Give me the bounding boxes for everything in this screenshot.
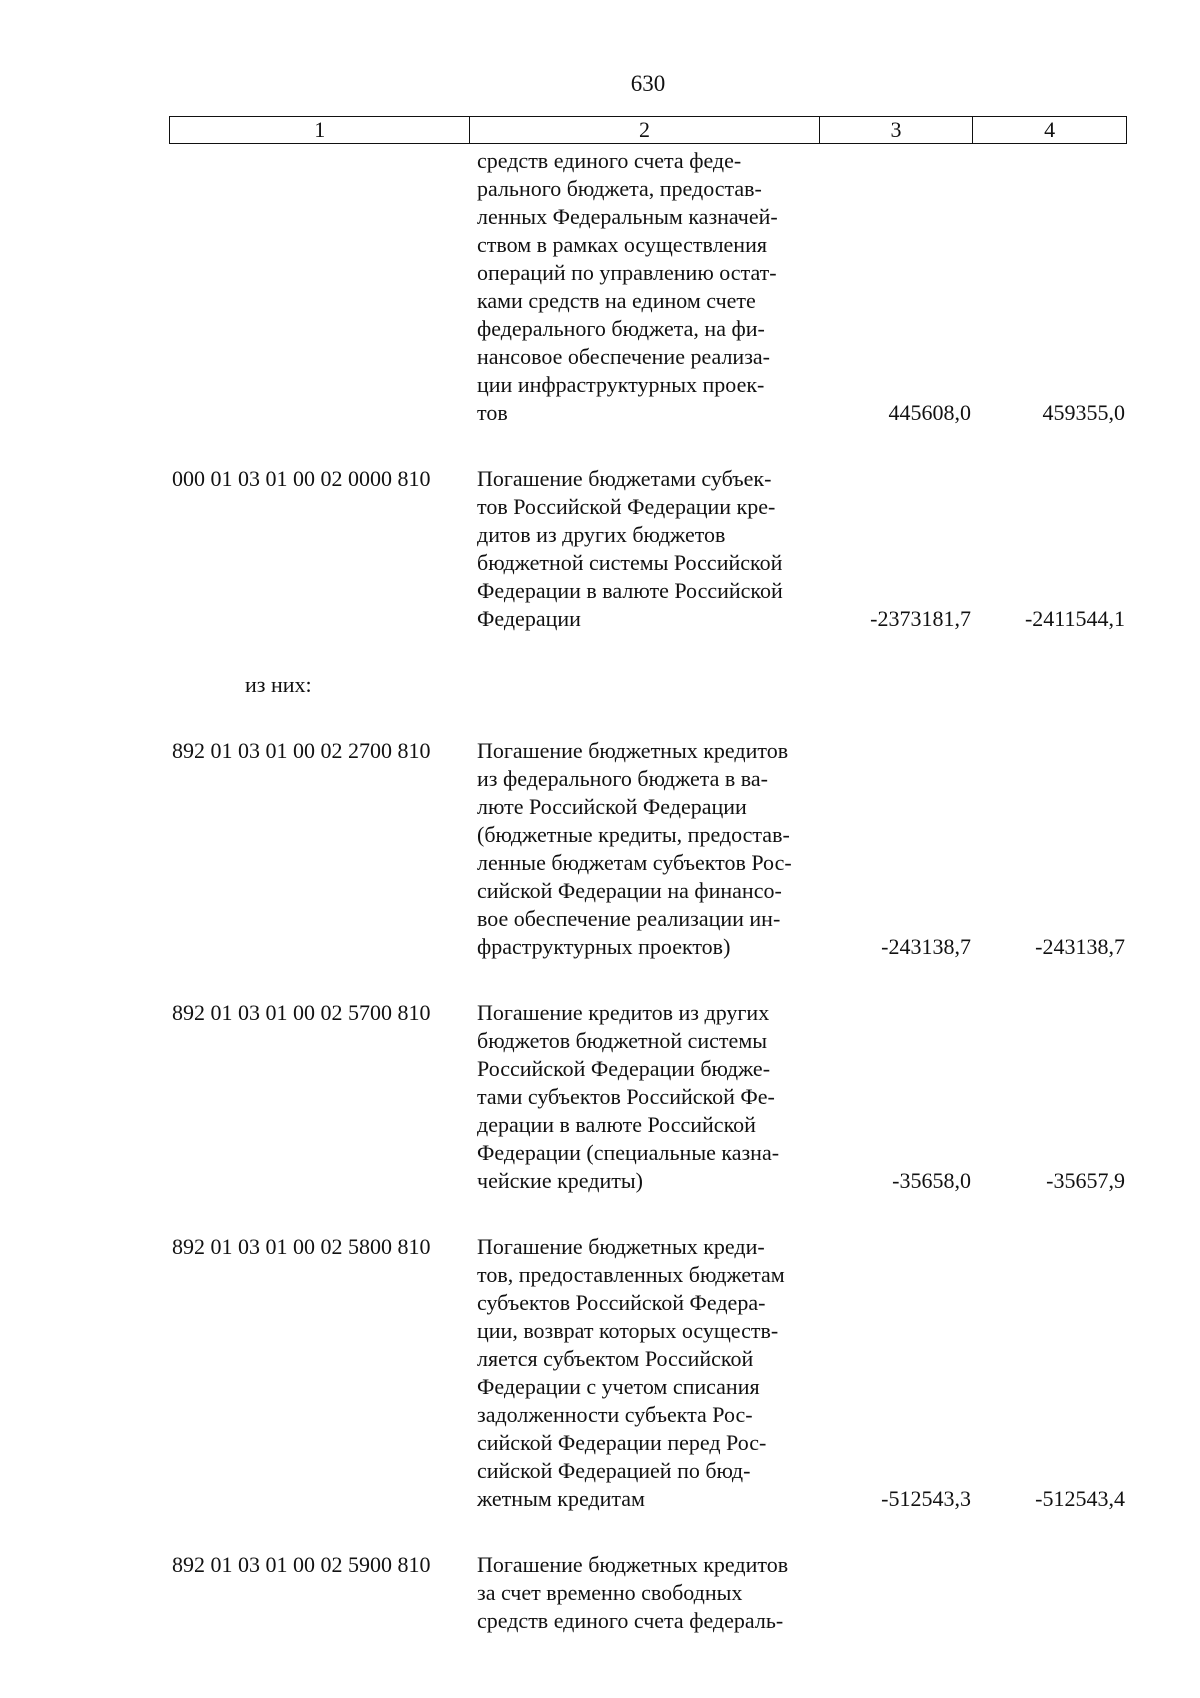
description-line: ции, возврат которых осуществ- (477, 1318, 779, 1343)
description-line: дерации в валюте Российской (477, 1112, 756, 1137)
description-line: Погашение бюджетных кредитов (477, 1552, 789, 1577)
row-description (470, 147, 820, 427)
description-line: Федерации с учетом списания (477, 1374, 760, 1399)
column-header-row (169, 116, 1127, 144)
table-row (169, 999, 1127, 1195)
description-line: рального бюджета, предостав- (477, 176, 762, 201)
description-line: тов Российской Федерации кре- (477, 494, 776, 519)
description-line: задолженности субъекта Рос- (477, 1402, 753, 1427)
sub-label: из них: (245, 672, 312, 697)
row-description (470, 1233, 820, 1513)
value-column-4: -512543,4 (1035, 1486, 1125, 1511)
column-header-3: 3 (820, 117, 974, 143)
description-line: вое обеспечение реализации ин- (477, 906, 781, 931)
row-spacer (169, 1195, 1127, 1233)
table-row (169, 737, 1127, 961)
description-line: ством в рамках осуществления (477, 232, 767, 257)
row-spacer (169, 633, 1127, 671)
description-line: Федерации в валюте Российской (477, 578, 783, 603)
value-column-3: -35658,0 (892, 1168, 971, 1193)
row-spacer (169, 699, 1127, 737)
description-line: за счет временно свободных (477, 1580, 743, 1605)
value-column-3: -2373181,7 (870, 606, 971, 631)
table-row (169, 147, 1127, 427)
page-number: 630 (630, 71, 666, 96)
table-row (169, 1233, 1127, 1513)
row-description (470, 999, 820, 1195)
table-row (169, 1551, 1127, 1635)
row-spacer (169, 427, 1127, 465)
description-line: ции инфраструктурных проек- (477, 372, 765, 397)
description-line: Федерации (477, 606, 581, 631)
description-line: тов (477, 400, 508, 425)
description-line: Погашение кредитов из других (477, 1000, 770, 1025)
value-column-3: 445608,0 (888, 400, 971, 425)
description-line: средств единого счета феде- (477, 148, 742, 173)
description-line: люте Российской Федерации (477, 794, 747, 819)
description-line: сийской Федерации перед Рос- (477, 1430, 767, 1455)
description-line: субъектов Российской Федера- (477, 1290, 766, 1315)
description-line: федерального бюджета, на фи- (477, 316, 765, 341)
description-line: сийской Федерации на финансо- (477, 878, 782, 903)
row-spacer (169, 961, 1127, 999)
budget-code: 000 01 03 01 00 02 0000 810 (172, 466, 431, 491)
value-column-3: -512543,3 (881, 1486, 971, 1511)
description-line: тов, предоставленных бюджетам (477, 1262, 785, 1287)
description-line: из федерального бюджета в ва- (477, 766, 768, 791)
description-line: (бюджетные кредиты, предостав- (477, 822, 790, 847)
value-column-4: -2411544,1 (1024, 606, 1125, 631)
column-header-4: 4 (1044, 117, 1056, 142)
budget-table-body (169, 147, 1127, 1635)
description-line: фраструктурных проектов) (477, 934, 731, 959)
value-column-4: -35657,9 (1046, 1168, 1125, 1193)
row-description (470, 1551, 820, 1635)
budget-code: 892 01 03 01 00 02 5800 810 (172, 1234, 431, 1259)
value-column-4: 459355,0 (1042, 400, 1125, 425)
row-description (470, 737, 820, 961)
description-line: Федерации (специальные казна- (477, 1140, 780, 1165)
description-line: тами субъектов Российской Фе- (477, 1084, 775, 1109)
description-line: бюджетной системы Российской (477, 550, 783, 575)
column-header-1: 1 (170, 117, 470, 143)
description-line: Погашение бюджетами субъек- (477, 466, 772, 491)
description-line: ляется субъектом Российской (477, 1346, 754, 1371)
value-column-4: -243138,7 (1035, 934, 1125, 959)
description-line: Российской Федерации бюдже- (477, 1056, 771, 1081)
description-line: дитов из других бюджетов (477, 522, 726, 547)
budget-code: 892 01 03 01 00 02 5700 810 (172, 1000, 431, 1025)
value-column-3: -243138,7 (881, 934, 971, 959)
description-line: ками средств на едином счете (477, 288, 756, 313)
column-header-2: 2 (470, 117, 819, 143)
description-line: Погашение бюджетных креди- (477, 1234, 765, 1259)
description-line: ленных Федеральным казначей- (477, 204, 778, 229)
description-line: Погашение бюджетных кредитов (477, 738, 789, 763)
description-line: ленные бюджетам субъектов Рос- (477, 850, 792, 875)
budget-code: 892 01 03 01 00 02 2700 810 (172, 738, 431, 763)
description-line: жетным кредитам (477, 1486, 645, 1511)
description-line: операций по управлению остат- (477, 260, 777, 285)
description-line: чейские кредиты) (477, 1168, 643, 1193)
table-row (169, 465, 1127, 633)
description-line: бюджетов бюджетной системы (477, 1028, 768, 1053)
budget-code: 892 01 03 01 00 02 5900 810 (172, 1552, 431, 1577)
row-spacer (169, 1513, 1127, 1551)
row-description (470, 465, 820, 633)
description-line: нансовое обеспечение реализа- (477, 344, 770, 369)
description-line: средств единого счета федераль- (477, 1608, 784, 1633)
description-line: сийской Федерацией по бюд- (477, 1458, 751, 1483)
